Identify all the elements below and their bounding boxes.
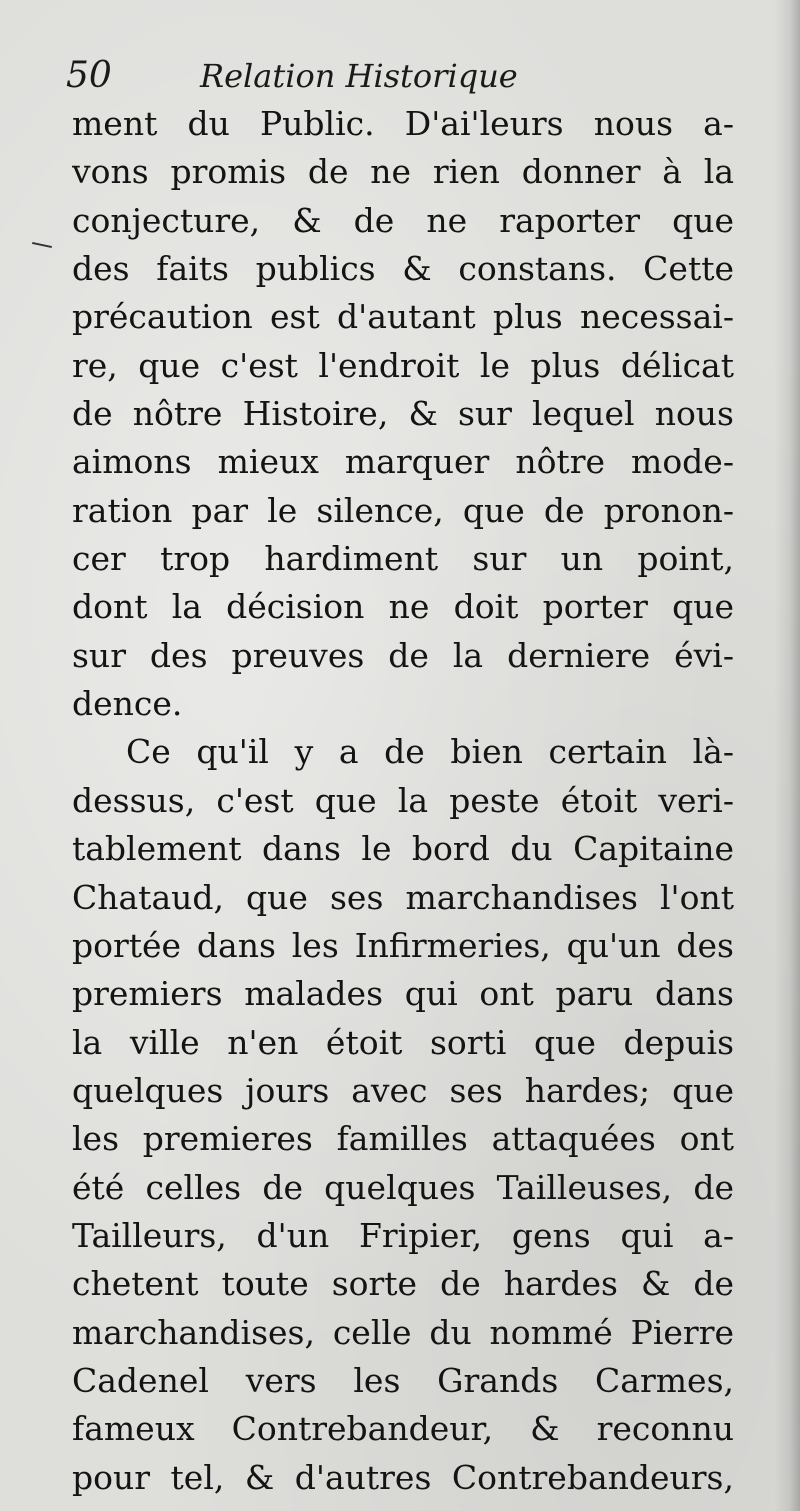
text-line: chetent toute sorte de hardes & de [72, 1264, 734, 1304]
body-text [72, 100, 734, 1502]
text-line: sur des preuves de la derniere évi- [72, 635, 734, 675]
text-line: conjecture, & de ne raporter que [72, 200, 734, 240]
text-line: la ville n'en étoit sorti que depuis [72, 1022, 734, 1062]
page-number: 50 [66, 55, 112, 96]
text-line: Cadenel vers les Grands Carmes, [72, 1360, 734, 1400]
text-line: dessus, c'est que la peste étoit veri- [72, 780, 734, 820]
text-line: tablement dans le bord du Capitaine [72, 829, 734, 869]
text-line: marchandises, celle du nommé Pierre [72, 1312, 734, 1352]
text-line: quelques jours avec ses hardes; que [72, 1070, 734, 1110]
text-line: ment du Public. D'ai'leurs nous a- [72, 104, 734, 143]
paragraph-start-line: Ce qu'il y a de bien certain là- [126, 732, 734, 772]
running-title: Relation Historique [200, 57, 518, 95]
page-header [66, 52, 766, 100]
text-line: Tailleurs, d'un Fripier, gens qui a- [72, 1215, 734, 1255]
text-line: pour tel, & d'autres Contrebandeurs, [72, 1457, 734, 1497]
text-line: vons promis de ne rien donner à la [72, 152, 734, 192]
text-line: premiers malades qui ont paru dans [72, 974, 734, 1014]
text-line: les premieres familles attaquées ont [72, 1119, 734, 1159]
margin-mark [32, 242, 52, 248]
page-edge-shadow [774, 0, 800, 1511]
text-line: de nôtre Histoire, & sur lequel nous [72, 394, 734, 434]
text-line: re, que c'est l'endroit le plus délicat [72, 345, 734, 385]
text-line: Chataud, que ses marchandises l'ont [72, 877, 734, 917]
text-line: été celles de quelques Tailleuses, de [72, 1167, 734, 1207]
text-line: ration par le silence, que de pronon- [72, 490, 734, 530]
paragraph-end-line: dence. [72, 684, 183, 724]
text-line: fameux Contrebandeur, & reconnu [72, 1409, 734, 1449]
text-line: des faits publics & constans. Cette [72, 249, 734, 289]
text-line: précaution est d'autant plus necessai- [72, 297, 734, 337]
text-line: portée dans les Infirmeries, qu'un des [72, 925, 734, 965]
text-line: dont la décision ne doit porter que [72, 587, 734, 627]
text-line: cer trop hardiment sur un point, [72, 539, 734, 579]
text-line: aimons mieux marquer nôtre mode- [72, 442, 734, 482]
